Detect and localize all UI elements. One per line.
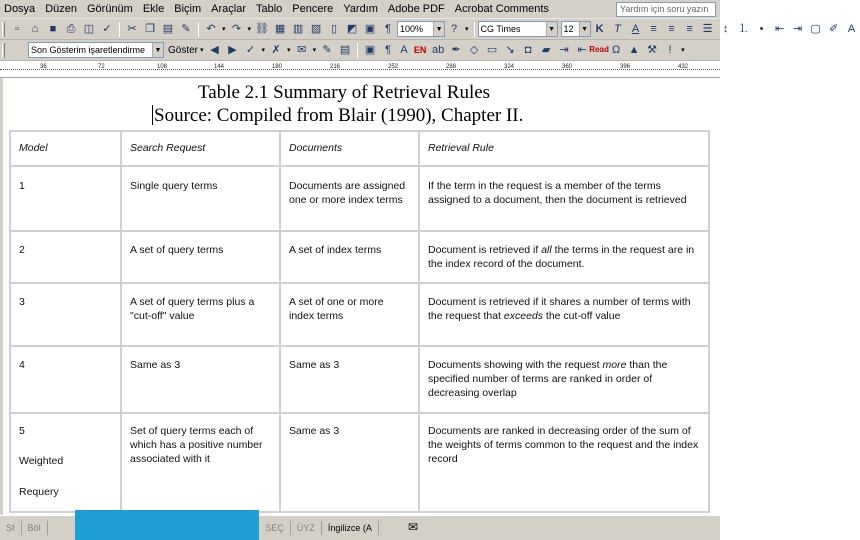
- reviewing-pane-icon[interactable]: ▤: [339, 43, 351, 56]
- request-cell: A set of query terms: [121, 231, 280, 283]
- frame-icon[interactable]: ▭: [486, 43, 498, 56]
- request-cell: Set of query terms each of which has a positive number associated with it: [121, 413, 280, 512]
- text-cursor: [152, 105, 153, 125]
- spelling-status-icon[interactable]: ✉: [408, 520, 419, 534]
- menu-acrobat-comments[interactable]: Acrobat Comments: [454, 2, 549, 15]
- separator: [119, 22, 120, 37]
- undo-icon[interactable]: ↶: [206, 22, 216, 35]
- menu-tools[interactable]: Araçlar: [211, 2, 246, 15]
- help-dropdown-icon[interactable]: ▾: [465, 26, 469, 33]
- model-cell: 3: [10, 283, 121, 346]
- font-name-combo[interactable]: CG Times ▼: [478, 21, 558, 37]
- documents-cell: A set of one or more index terms: [280, 283, 419, 346]
- rule-cell: [419, 346, 709, 413]
- rule-text: Document is retrieved if it shares a number of terms with the request that: [428, 296, 691, 322]
- page-edge: [0, 78, 3, 515]
- menu-table[interactable]: Tablo: [255, 2, 283, 15]
- excel-icon[interactable]: ▧: [310, 22, 322, 35]
- documents-cell: Same as 3: [280, 413, 419, 512]
- save-icon[interactable]: ■: [49, 22, 57, 35]
- font-color-icon[interactable]: A: [847, 22, 856, 35]
- rule-cell: [419, 231, 709, 283]
- shapes-icon[interactable]: ◇: [469, 43, 479, 56]
- ruler-tick: 396: [620, 64, 631, 70]
- tools-icon[interactable]: ⚒: [647, 43, 658, 56]
- print-icon[interactable]: ⎙: [66, 22, 76, 35]
- ruler-tick: 144: [214, 64, 225, 70]
- columns-icon[interactable]: ▯: [331, 22, 338, 35]
- model-cell: 2: [10, 231, 121, 283]
- menu-bar: [0, 0, 720, 19]
- justify-icon[interactable]: ☰: [702, 22, 713, 35]
- indent-icon[interactable]: ⇥: [559, 43, 569, 56]
- ruler-tick: 36: [40, 64, 47, 70]
- redo-dropdown-icon[interactable]: ▾: [247, 26, 252, 33]
- chevron-down-icon[interactable]: ▼: [546, 22, 557, 36]
- table-row: [10, 283, 709, 346]
- symbol-icon[interactable]: Ω: [611, 43, 621, 56]
- rule-text: the cut-off value: [543, 310, 621, 322]
- status-section: Böl: [22, 521, 48, 535]
- line-spacing-icon[interactable]: ↕: [722, 22, 729, 35]
- separator: [198, 22, 199, 37]
- help-icon[interactable]: ?: [450, 22, 458, 35]
- chevron-down-icon[interactable]: ▼: [152, 43, 163, 57]
- fill-icon[interactable]: ◘: [524, 43, 532, 56]
- toolbar-grip[interactable]: [2, 22, 5, 37]
- markup-view-combo[interactable]: Son Gösterim işaretlendirme ▼: [28, 42, 164, 58]
- highlight-icon[interactable]: ✐: [828, 22, 839, 35]
- status-ext[interactable]: SEÇ: [259, 521, 291, 535]
- zoom-combo[interactable]: 100% ▼: [397, 21, 445, 37]
- align-right-icon[interactable]: ≡: [686, 22, 693, 35]
- request-cell: Same as 3: [121, 346, 280, 413]
- font-size-combo[interactable]: 12 ▼: [561, 21, 591, 37]
- format-painter-icon[interactable]: ✎: [181, 22, 191, 35]
- edit-pen-icon[interactable]: ✒: [451, 43, 461, 56]
- overlay-rectangle: [75, 510, 259, 540]
- menu-insert[interactable]: Ekle: [142, 2, 165, 15]
- status-language[interactable]: İngilizce (A: [322, 521, 379, 535]
- ruler-tick: 72: [98, 64, 105, 70]
- rule-text: Documents showing with the request: [428, 359, 603, 371]
- spelling-icon[interactable]: ✓: [102, 22, 112, 35]
- ruler-tick: 288: [446, 64, 457, 70]
- rule-cell: [419, 283, 709, 346]
- model-number: 5: [19, 425, 25, 437]
- increase-indent-icon[interactable]: ⇥: [792, 22, 803, 35]
- track-changes-icon[interactable]: ✎: [322, 43, 332, 56]
- toolbar-options-icon[interactable]: ▾: [681, 47, 685, 54]
- accept-dropdown-icon[interactable]: ▾: [261, 47, 266, 54]
- read-mode-icon[interactable]: Read: [589, 45, 609, 54]
- table-header-row: [10, 131, 709, 166]
- rule-cell: Documents are ranked in decreasing order of the sum of the weights of terms common to the request and the index record: [419, 413, 709, 512]
- arrow-icon[interactable]: ↘: [505, 43, 515, 56]
- model-note-2: Requery: [19, 486, 59, 498]
- horizontal-ruler[interactable]: [0, 61, 720, 78]
- cut-icon[interactable]: ✂: [127, 22, 137, 35]
- align-left-icon[interactable]: ≡: [650, 22, 657, 35]
- ruler-tick: 216: [330, 64, 341, 70]
- copy-icon[interactable]: ❐: [145, 22, 155, 35]
- bullets-icon[interactable]: •: [759, 22, 764, 35]
- table-row: [10, 346, 709, 413]
- chart-icon[interactable]: ▲: [628, 43, 640, 56]
- header-search-request: Search Request: [121, 131, 280, 166]
- rule-emphasis: more: [602, 359, 627, 371]
- previous-change-icon[interactable]: ◀: [210, 43, 219, 56]
- decrease-indent-icon[interactable]: ⇤: [774, 22, 785, 35]
- insert-table-icon[interactable]: ▥: [292, 22, 304, 35]
- paragraph-icon[interactable]: ¶: [385, 43, 392, 56]
- model-note: Weighted: [19, 455, 64, 467]
- rule-cell: If the term in the request is a member of the terms assigned to a document, then the document is retrieved: [419, 166, 709, 231]
- document-area[interactable]: [0, 78, 720, 515]
- next-change-icon[interactable]: ▶: [228, 43, 237, 56]
- border-icon[interactable]: ▢: [810, 22, 821, 35]
- comment-dropdown-icon[interactable]: ▾: [312, 47, 317, 54]
- center-icon[interactable]: ≡: [668, 22, 675, 35]
- menu-format[interactable]: Biçim: [174, 2, 202, 15]
- warning-icon[interactable]: !: [668, 43, 672, 56]
- open-icon[interactable]: ⌂: [31, 22, 39, 35]
- toolbar-grip[interactable]: [2, 43, 5, 58]
- header-retrieval-rule: Retrieval Rule: [419, 131, 709, 166]
- ruler-dots: [0, 69, 720, 70]
- rule-text: Document is retrieved if: [428, 244, 542, 256]
- retrieval-rules-table: [9, 130, 710, 513]
- ruler-tick: 432: [678, 64, 689, 70]
- print-preview-icon[interactable]: ◫: [83, 22, 95, 35]
- rule-text: the terms in the request are in the index record of the document.: [428, 244, 695, 270]
- table-row: [10, 231, 709, 283]
- menu-help[interactable]: Yardım: [343, 2, 378, 15]
- menu-edit[interactable]: Düzen: [45, 2, 77, 15]
- request-cell: A set of query terms plus a "cut-off" value: [121, 283, 280, 346]
- rule-emphasis: all: [541, 244, 552, 256]
- table-row: [10, 166, 709, 231]
- drawing-icon[interactable]: ◩: [346, 22, 358, 35]
- table-row: [10, 413, 709, 512]
- reject-dropdown-icon[interactable]: ▾: [287, 47, 291, 54]
- status-page: Sf: [0, 521, 22, 535]
- header-model: Model: [10, 131, 121, 166]
- menu-window[interactable]: Pencere: [292, 2, 334, 15]
- reviewing-toolbar: [0, 40, 720, 61]
- ruler-tick: 180: [272, 64, 283, 70]
- request-cell: Single query terms: [121, 166, 280, 231]
- model-cell: [10, 413, 121, 512]
- show-hide-icon[interactable]: ¶: [385, 22, 391, 35]
- documents-cell: Same as 3: [280, 346, 419, 413]
- ruler-tick: 252: [388, 64, 399, 70]
- table-caption: Table 2.1 Summary of Retrieval Rules: [198, 82, 491, 103]
- help-search-box[interactable]: Yardım için soru yazın: [616, 2, 716, 17]
- spell-a-icon[interactable]: A: [400, 43, 408, 56]
- table-icon[interactable]: ▦: [274, 22, 286, 35]
- hyperlink-icon[interactable]: ⛓: [255, 22, 270, 35]
- language-en-icon[interactable]: EN: [413, 44, 427, 55]
- chevron-down-icon[interactable]: ▼: [433, 22, 444, 36]
- rule-emphasis: exceeds: [503, 310, 543, 322]
- menu-file[interactable]: Dosya: [4, 2, 36, 15]
- abc-icon[interactable]: ab: [431, 43, 445, 56]
- model-cell: 1: [10, 166, 121, 231]
- documents-cell: A set of index terms: [280, 231, 419, 283]
- accept-change-icon[interactable]: ✓: [245, 43, 256, 56]
- bold-icon[interactable]: K: [595, 22, 604, 35]
- show-dropdown-icon[interactable]: ▾: [200, 47, 204, 54]
- text-box-icon[interactable]: ▣: [364, 43, 376, 56]
- ruler-tick: 108: [157, 64, 168, 70]
- paste-icon[interactable]: ▤: [162, 22, 174, 35]
- redo-icon[interactable]: ↷: [231, 22, 242, 35]
- new-comment-icon[interactable]: ✉: [296, 43, 307, 56]
- documents-cell: Documents are assigned one or more index terms: [280, 166, 419, 231]
- italic-icon[interactable]: T: [614, 22, 621, 35]
- numbering-icon[interactable]: ⒈: [738, 22, 750, 35]
- standard-toolbar: [0, 19, 856, 40]
- separator: [474, 22, 475, 37]
- ruler-tick: 324: [504, 64, 515, 70]
- new-icon[interactable]: ▫: [15, 22, 19, 35]
- show-menu[interactable]: Göster: [168, 44, 199, 56]
- menu-adobe-pdf[interactable]: Adobe PDF: [387, 2, 445, 15]
- source-text: Source: Compiled from Blair (1990), Chapter II.: [154, 105, 524, 126]
- header-documents: Documents: [280, 131, 419, 166]
- source-line: [152, 105, 523, 127]
- document-map-icon[interactable]: ▣: [364, 22, 376, 35]
- line-color-icon[interactable]: ▰: [541, 43, 551, 56]
- underline-icon[interactable]: A: [631, 22, 640, 35]
- rule-text: than the specified number of terms are ranked in order of decreasing overlap: [428, 359, 668, 399]
- separator: [357, 43, 358, 58]
- undo-dropdown-icon[interactable]: ▾: [222, 26, 226, 33]
- model-cell: 4: [10, 346, 121, 413]
- status-ovr[interactable]: ÜYZ: [291, 521, 322, 535]
- reject-change-icon[interactable]: ✗: [271, 43, 281, 56]
- outdent-icon[interactable]: ⇤: [577, 43, 587, 56]
- ruler-tick: 360: [562, 64, 573, 70]
- menu-view[interactable]: Görünüm: [86, 2, 133, 15]
- chevron-down-icon[interactable]: ▼: [579, 22, 590, 36]
